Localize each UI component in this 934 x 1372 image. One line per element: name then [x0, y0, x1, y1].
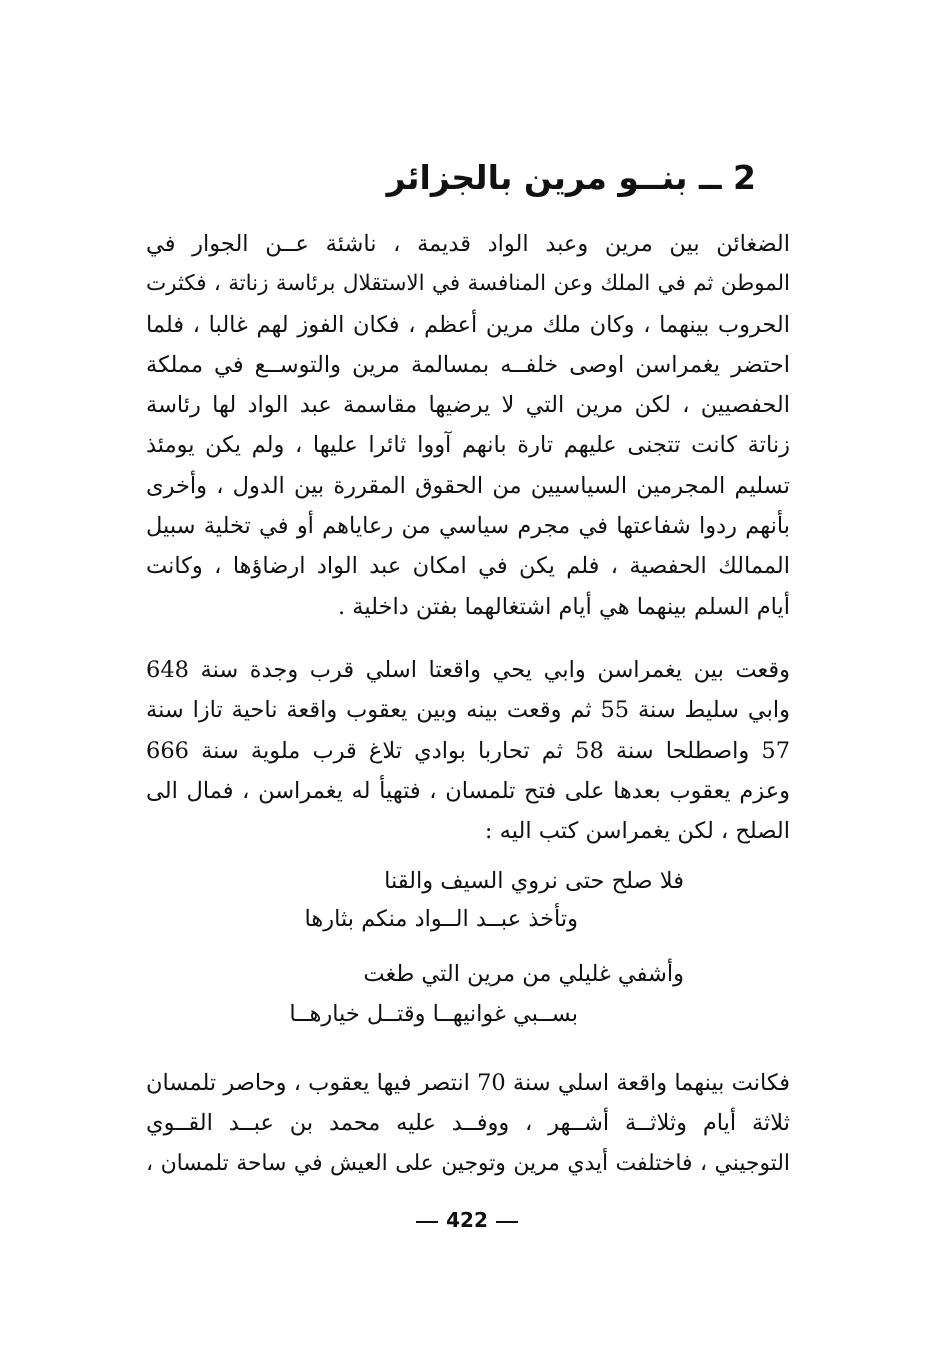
text-line: الحروب بينهما ، وكان ملك مرين أعظم ، فكان الفوز لهم غالبا ، فلما — [146, 311, 790, 338]
text-line: زناتة كانت تتجنى عليهم تارة بانهم آووا ثائرا عليها ، ولم يكن يومئذ — [146, 432, 790, 459]
text-line: الممالك الحفصية ، فلم يكن في امكان عبد الواد ارضاؤها ، وكانت — [146, 553, 790, 580]
text-line: وقعت بين يغمراسن وابي يحي واقعتا اسلي قرب وجدة سنة 648 — [146, 657, 790, 683]
text-line: احتضر يغمراسن اوصى خلفــه بمسالمة مرين والتوســع في مملكة — [146, 351, 790, 378]
verse-line: وأشفي غليلي من مرين التي طغت — [363, 961, 684, 987]
text-line: الصلح ، لكن يغمراسن كتب اليه : — [484, 818, 790, 845]
verse-line: وتأخذ عبــد الــواد منكم بثارها — [304, 906, 578, 932]
text-line: الموطن ثم في الملك وعن المنافسة في الاستقلال برئاسة زناتة ، فكثرت — [146, 271, 790, 297]
page-number-footer — [0, 1205, 934, 1235]
page-number: 422 — [446, 1208, 488, 1232]
text-line: الضغائن بين مرين وعبد الواد قديمة ، ناشئة عــن الجوار في — [146, 231, 790, 257]
chapter-heading: 2 ــ بنــو مرين بالجزائر — [386, 158, 756, 197]
folio-dash — [416, 1221, 438, 1223]
paragraph-siege — [146, 1063, 790, 1184]
paragraph-battles — [146, 650, 790, 851]
text-line: 57 واصطلحا سنة 58 ثم تحاربا بوادي تلاغ قرب ملوية سنة 666 — [146, 737, 791, 764]
text-line: أيام السلم بينهما هي أيام اشتغالهما بفتن داخلية . — [338, 593, 790, 620]
paragraph-rivalry — [146, 224, 790, 627]
verse-line: فلا صلح حتى نروي السيف والقنا — [384, 868, 684, 894]
text-line: فكانت بينهما واقعة اسلي سنة 70 انتصر فيها يعقوب ، وحاصر تلمسان — [146, 1070, 790, 1096]
text-line: تسليم المجرمين السياسيين من الحقوق المقررة بين الدول ، وأخرى — [146, 472, 790, 499]
text-line: ثلاثة أيام وثلاثــة أشــهر ، ووفــد عليه محمد بن عبــد القــوي — [146, 1110, 790, 1137]
text-line: وعزم يعقوب بعدها على فتح تلمسان ، فتهيأ له يغمراسن ، فمال الى — [146, 777, 790, 804]
verse-line: بســبي غوانيهــا وقتــل خيارهــا — [289, 1001, 578, 1027]
folio-dash — [496, 1221, 518, 1223]
text-line: وابي سليط سنة 55 ثم وقعت بينه وبين يعقوب واقعة ناحية تازا سنة — [146, 697, 790, 724]
text-line: التوجيني ، فاختلفت أيدي مرين وتوجين على العيش في ساحة تلمسان ، — [146, 1150, 790, 1176]
text-line: الحفصيين ، لكن مرين التي لا يرضيها مقاسمة عبد الواد لها رئاسة — [146, 392, 790, 419]
text-line: بأنهم ردوا شفاعتها في مجرم سياسي من رعاياهم أو في تخلية سبيل — [146, 513, 790, 540]
